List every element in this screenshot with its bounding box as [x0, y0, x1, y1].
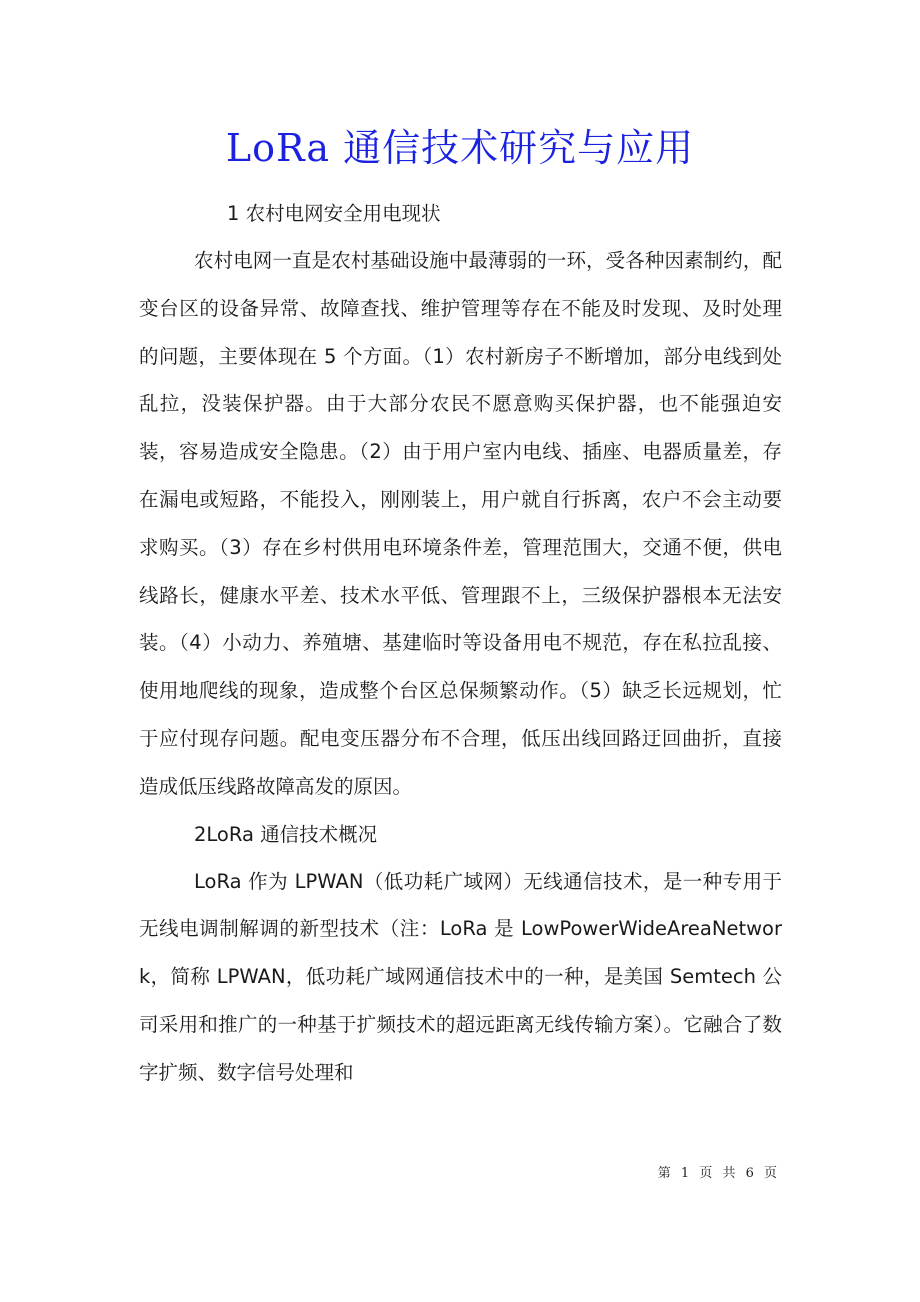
document-title: LoRa 通信技术研究与应用 [225, 126, 695, 170]
section-1-paragraph: 农村电网一直是农村基础设施中最薄弱的一环，受各种因素制约，配变台区的设备异常、故障查找、维护管理等存在不能及时发现、及时处理的问题，主要体现在 5 个方面。（1）农村新房子不断增加，部分电线到处乱拉，没装保护器。由于大部分农民不愿意购买保护器，也不能强迫安装，容易造成安全隐患。（2）由于用户室内电线、插座、电器质量差，存在漏电或短路，不能投入，刚刚装上，用户就自行拆离，农户不会主动要求购买。（3）存在乡村供用电环境条件差，管理范围大，交通不便，供电线路长，健康水平差、技术水平低、管理跟不上，三级保护器根本无法安装。（4）小动力、养殖塘、基建临时等设备用电不规范，存在私拉乱接、使用地爬线的现象，造成整个台区总保频繁动作。（5）缺乏长远规划，忙于应付现存问题。配电变压器分布不合理，低压出线回路迂回曲折，直接造成低压线路故障高发的原因。 [139, 249, 782, 798]
section-2-heading: 2LoRa 通信技术概况 [194, 822, 378, 846]
section-2-paragraph: LoRa 作为 LPWAN（低功耗广域网）无线通信技术，是一种专用于无线电调制解调的新型技术（注：LoRa 是 LowPowerWideAreaNetwork，简称 LPWAN，低功耗广域网通信技术中的一种，是美国 Semtech 公司采用和推广的一种基于扩频技术的超远距离无线传输方案）。它融合了数字扩频、数字信号处理和 [139, 869, 782, 1084]
page-number-indicator: 第 1 页 共 6 页 [657, 1166, 780, 1181]
document-body [139, 190, 782, 1097]
section-1-heading: 1 农村电网安全用电现状 [227, 202, 441, 225]
